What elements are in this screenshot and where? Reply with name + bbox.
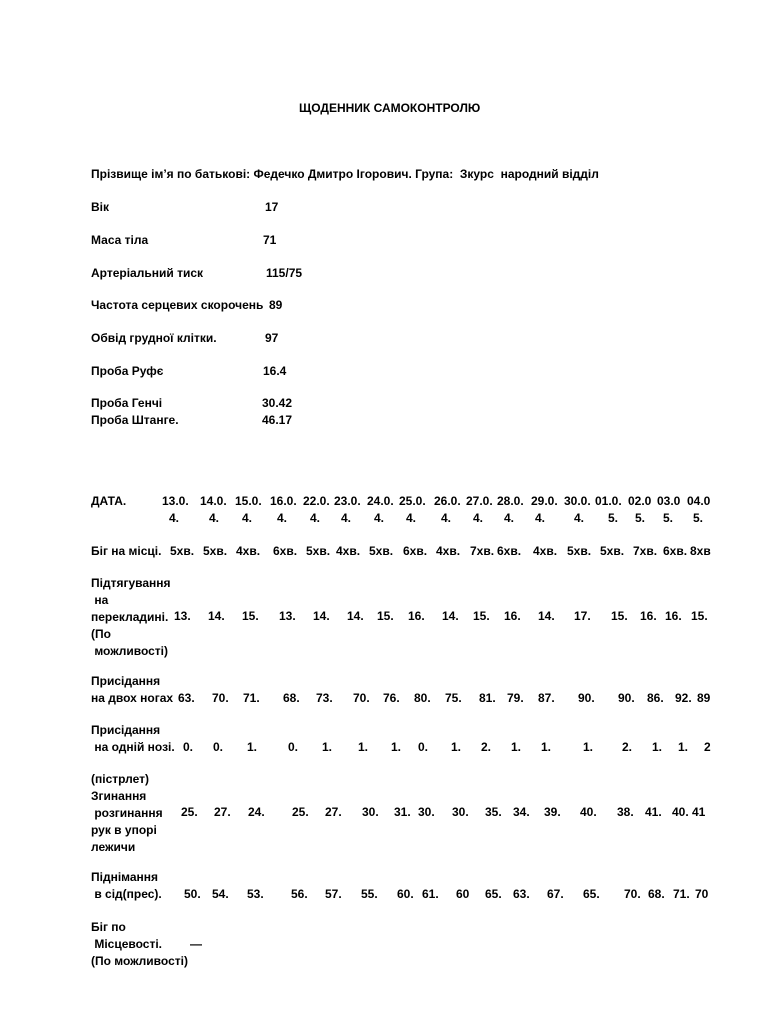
pullups-label: Підтягування (91, 576, 171, 590)
run-cell: 7хв. (633, 544, 658, 558)
date-cell: 25.0. (399, 494, 426, 508)
squats-one-cell: 1. (511, 740, 522, 754)
squats-two-cell: 89 (697, 691, 711, 705)
squats-two-cell: 63. (178, 691, 195, 705)
pushups-label: рук в упорі (91, 823, 157, 837)
run-cell: 5хв. (203, 544, 228, 558)
page-title: ЩОДЕННИК САМОКОНТРОЛЮ (299, 101, 481, 115)
profile-value: 17 (265, 200, 279, 214)
date-cell: 4. (374, 511, 385, 525)
squats-one-cell: 1. (541, 740, 552, 754)
situps-cell: 71. (673, 887, 690, 901)
situps-cell: 54. (212, 887, 229, 901)
situps-cell: 55. (361, 887, 378, 901)
squats-one-cell: 1. (652, 740, 663, 754)
situps-cell: 50. (184, 887, 201, 901)
pushups-cell: 40. (580, 805, 597, 819)
squats-one-cell: 1. (247, 740, 258, 754)
date-cell: 28.0. (497, 494, 524, 508)
pushups-cell: 31. (394, 805, 411, 819)
squats-two-cell: 68. (283, 691, 300, 705)
date-cell: 16.0. (270, 494, 297, 508)
squats-one-cell: 0. (288, 740, 299, 754)
date-cell: 01.0. (595, 494, 622, 508)
pullups-cell: 15. (473, 609, 490, 623)
date-cell: 5. (663, 511, 674, 525)
run-cell: 5хв. (600, 544, 625, 558)
pushups-cell: 41 (692, 805, 706, 819)
run-cell: 6хв. (403, 544, 428, 558)
profile-label: Проба Штанге. (91, 413, 179, 427)
situps-label: Піднімання (91, 870, 159, 884)
profile-value: 16.4 (263, 364, 287, 378)
run-cell: 6хв. (497, 544, 522, 558)
squats-two-label: Присідання (91, 674, 161, 688)
profile-value: 30.42 (262, 396, 293, 410)
pullups-cell: 16. (504, 609, 521, 623)
pullups-cell: 16. (640, 609, 657, 623)
date-cell: 14.0. (200, 494, 227, 508)
date-cell: 5. (608, 511, 619, 525)
pullups-cell: 14. (347, 609, 364, 623)
cross-label: Біг по (91, 920, 126, 934)
profile-value: 89 (269, 298, 283, 312)
pushups-cell: 41. (645, 805, 662, 819)
squats-two-cell: 90. (578, 691, 595, 705)
pushups-cell: 27. (325, 805, 342, 819)
profile-label: Проба Руфє (91, 364, 164, 378)
situps-cell: 70 (695, 887, 709, 901)
profile-value: 115/75 (266, 266, 303, 280)
squats-one-cell: 1. (358, 740, 369, 754)
situps-cell: 70. (624, 887, 641, 901)
date-cell: 4. (574, 511, 585, 525)
squats-two-cell: 70. (212, 691, 229, 705)
pushups-cell: 30. (452, 805, 469, 819)
pushups-label: розгинання (91, 806, 163, 820)
pushups-cell: 25. (181, 805, 198, 819)
pushups-cell: 39. (544, 805, 561, 819)
run-cell: 6хв. (663, 544, 688, 558)
run-cell: 5хв. (170, 544, 195, 558)
squats-two-cell: 79. (507, 691, 524, 705)
run-cell: 4хв. (336, 544, 361, 558)
pullups-cell: 16. (665, 609, 682, 623)
run-cell: 4хв. (436, 544, 461, 558)
pullups-cell: 15. (377, 609, 394, 623)
cross-label: (По можливості) (91, 954, 188, 968)
date-label: ДАТА. (91, 494, 127, 508)
cross-cell: — (190, 937, 202, 951)
squats-two-cell: 75. (445, 691, 462, 705)
date-cell: 4. (504, 511, 515, 525)
run-cell: 5хв. (567, 544, 592, 558)
date-cell: 4. (242, 511, 253, 525)
situps-cell: 56. (291, 887, 308, 901)
pullups-cell: 15. (242, 609, 259, 623)
pullups-cell: 13. (174, 609, 191, 623)
situps-label: в сід(прес). (91, 887, 162, 901)
date-cell: 27.0. (466, 494, 493, 508)
situps-cell: 57. (325, 887, 342, 901)
pullups-label: перекладині. (91, 610, 169, 624)
squats-two-label: на двох ногах (91, 691, 174, 705)
run-cell: 6хв. (273, 544, 298, 558)
squats-two-cell: 76. (383, 691, 400, 705)
pullups-label: на (91, 593, 109, 607)
squats-one-cell: 1. (391, 740, 402, 754)
pullups-cell: 17. (574, 609, 591, 623)
date-cell: 4. (473, 511, 484, 525)
squats-two-cell: 70. (353, 691, 370, 705)
date-cell: 4. (535, 511, 546, 525)
situps-cell: 53. (247, 887, 264, 901)
cross-label: Місцевості. (91, 937, 162, 951)
squats-one-cell: 0. (418, 740, 429, 754)
profile-label: Обвід грудної клітки. (91, 331, 217, 345)
squats-two-cell: 80. (414, 691, 431, 705)
date-cell: 13.0. (162, 494, 189, 508)
situps-cell: 60. (397, 887, 414, 901)
profile-label: Артеріальний тиск (91, 266, 203, 280)
date-cell: 5. (693, 511, 704, 525)
date-cell: 26.0. (434, 494, 461, 508)
squats-one-cell: 1. (583, 740, 594, 754)
pullups-cell: 14. (313, 609, 330, 623)
pullups-label: можливості) (91, 644, 169, 658)
situps-cell: 65. (583, 887, 600, 901)
date-cell: 4. (277, 511, 288, 525)
date-cell: 4. (209, 511, 220, 525)
pushups-cell: 27. (214, 805, 231, 819)
situps-cell: 60 (456, 887, 470, 901)
run-cell: 7хв. (470, 544, 495, 558)
run-cell: 4хв. (236, 544, 261, 558)
pullups-label: (По (91, 627, 111, 641)
pullups-cell: 15. (611, 609, 628, 623)
pushups-label: Згинання (91, 789, 147, 803)
date-cell: 4. (406, 511, 417, 525)
profile-value: 46.17 (262, 413, 293, 427)
date-cell: 24.0. (367, 494, 394, 508)
pushups-cell: 40. (672, 805, 689, 819)
profile-value: 71 (263, 233, 277, 247)
header-line: Прізвище ім’я по батькові: Федечко Дмитро Ігорович. Група: Зкурс народний відділ (91, 167, 599, 181)
date-cell: 4. (341, 511, 352, 525)
pullups-cell: 14. (442, 609, 459, 623)
squats-two-cell: 86. (647, 691, 664, 705)
pushups-label: (пістрлет) (91, 772, 150, 786)
pullups-cell: 15. (691, 609, 708, 623)
pullups-cell: 16. (408, 609, 425, 623)
squats-two-cell: 92. (675, 691, 692, 705)
date-cell: 4. (441, 511, 452, 525)
situps-cell: 68. (648, 887, 665, 901)
squats-two-cell: 81. (479, 691, 496, 705)
squats-one-label: Присідання (91, 723, 161, 737)
profile-label: Вік (91, 200, 110, 214)
date-cell: 03.0 (657, 494, 681, 508)
squats-one-cell: 0. (213, 740, 224, 754)
run-cell: 4хв. (533, 544, 558, 558)
date-cell: 22.0. (303, 494, 330, 508)
date-cell: 04.0 (687, 494, 711, 508)
run-cell: 5хв. (306, 544, 331, 558)
pushups-cell: 34. (513, 805, 530, 819)
squats-one-cell: 0. (183, 740, 194, 754)
pullups-cell: 14. (208, 609, 225, 623)
date-cell: 15.0. (235, 494, 262, 508)
date-cell: 4. (169, 511, 180, 525)
pushups-cell: 38. (617, 805, 634, 819)
profile-label: Проба Генчі (91, 396, 163, 410)
run-label: Біг на місці. (91, 544, 162, 558)
pullups-cell: 13. (279, 609, 296, 623)
situps-cell: 61. (422, 887, 439, 901)
situps-cell: 65. (485, 887, 502, 901)
profile-value: 97 (265, 331, 279, 345)
date-cell: 4. (310, 511, 321, 525)
squats-one-cell: 1. (678, 740, 689, 754)
squats-two-cell: 73. (316, 691, 333, 705)
pullups-cell: 14. (538, 609, 555, 623)
pushups-cell: 30. (418, 805, 435, 819)
squats-one-cell: 1. (322, 740, 333, 754)
profile-label: Частота серцевих скорочень (91, 298, 264, 312)
pushups-label: лежичи (91, 840, 136, 854)
date-cell: 29.0. (531, 494, 558, 508)
squats-one-cell: 1. (451, 740, 462, 754)
squats-one-label: на одній нозі. (91, 740, 175, 754)
situps-cell: 63. (513, 887, 530, 901)
run-cell: 5хв. (369, 544, 394, 558)
squats-one-cell: 2. (622, 740, 633, 754)
profile-label: Маса тіла (91, 233, 149, 247)
squats-two-cell: 90. (618, 691, 635, 705)
date-cell: 02.0 (628, 494, 652, 508)
squats-two-cell: 71. (243, 691, 260, 705)
pushups-cell: 24. (248, 805, 265, 819)
pushups-cell: 25. (292, 805, 309, 819)
squats-one-cell: 2 (704, 740, 711, 754)
run-cell: 8хв (690, 544, 711, 558)
squats-two-cell: 87. (538, 691, 555, 705)
pushups-cell: 30. (362, 805, 379, 819)
squats-one-cell: 2. (481, 740, 492, 754)
situps-cell: 67. (547, 887, 564, 901)
date-cell: 5. (635, 511, 646, 525)
date-cell: 23.0. (334, 494, 361, 508)
pushups-cell: 35. (485, 805, 502, 819)
date-cell: 30.0. (564, 494, 591, 508)
